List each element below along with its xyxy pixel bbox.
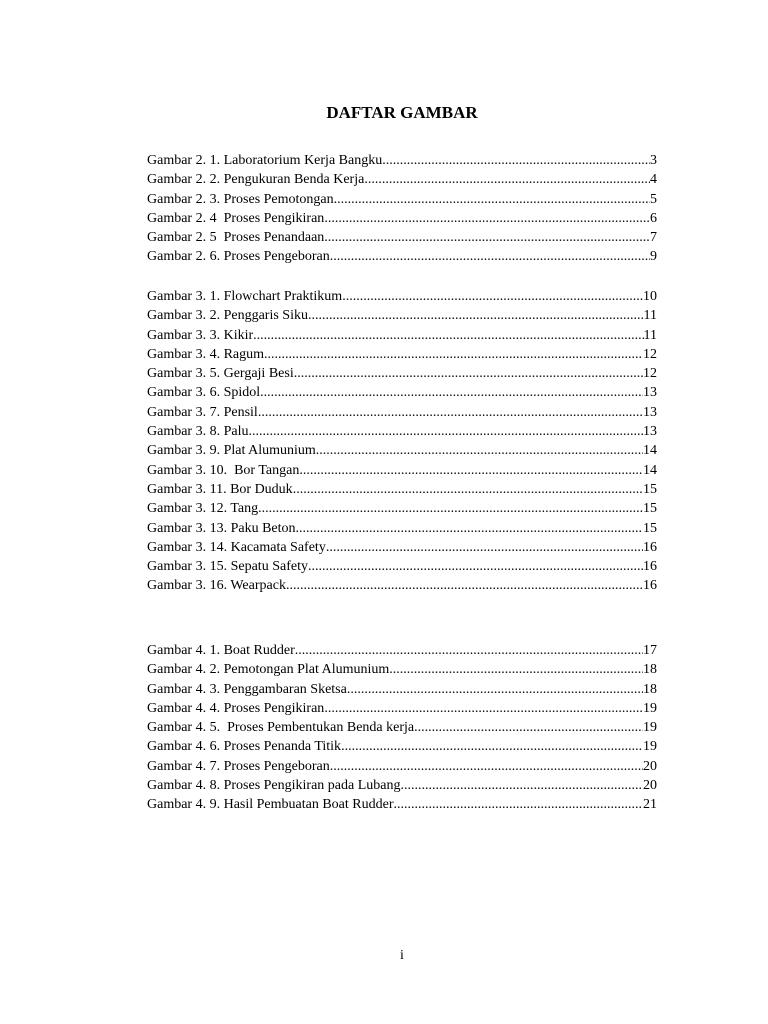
toc-entry-page-number: 13 [643,424,657,440]
toc-dot-leader [389,660,643,679]
toc-dot-leader [324,209,650,228]
toc-entry-page-number: 11 [643,308,657,324]
toc-entry-page-number: 4 [650,172,657,188]
toc-entry-page-number: 15 [643,520,657,536]
toc-dot-leader [324,228,650,247]
toc-entry-page-number: 12 [643,346,657,362]
toc-entry[interactable] [147,151,657,170]
toc-dot-leader [394,795,643,814]
toc-entry-label: Gambar 2. 1. Laboratorium Kerja Bangku [147,153,383,168]
toc-entry[interactable] [147,538,657,557]
toc-entry-label: Gambar 4. 6. Proses Penanda Titik [147,739,342,755]
toc-entry[interactable] [147,228,657,247]
toc-entry[interactable] [147,576,657,595]
toc-dot-leader [299,461,643,480]
toc-entry-label: Gambar 3. 1. Flowchart Praktikum [147,289,343,304]
toc-dot-leader [308,557,643,576]
toc-entry-label: Gambar 4. 4. Proses Pengikiran [147,700,325,716]
toc-dot-leader [248,422,643,441]
toc-entry-page-number: 3 [650,153,657,168]
toc-entry[interactable] [147,641,657,660]
toc-dot-leader [264,345,643,364]
toc-entry[interactable] [147,461,657,480]
toc-entry-page-number: 18 [643,662,657,678]
toc-entry[interactable] [147,699,657,718]
toc-entry-label: Gambar 3. 6. Spidol [147,385,261,401]
toc-dot-leader [341,737,643,756]
toc-entry-label: Gambar 4. 2. Pemotongan Plat Alumunium [147,662,390,678]
toc-entry[interactable] [147,441,657,460]
toc-entry[interactable] [147,345,657,364]
toc-entry[interactable] [147,287,657,306]
toc-entry[interactable] [147,499,657,518]
toc-entry-page-number: 21 [643,797,657,813]
toc-entry-page-number: 10 [643,289,657,304]
toc-entry-page-number: 19 [643,720,657,736]
toc-entry[interactable] [147,718,657,737]
toc-entry[interactable] [147,557,657,576]
toc-entry-label: Gambar 3. 10. Bor Tangan [147,462,300,478]
toc-entry-label: Gambar 3. 8. Palu [147,424,249,440]
toc-dot-leader [330,247,650,266]
toc-dot-leader [342,287,643,306]
toc-entry[interactable] [147,795,657,814]
toc-entry-label: Gambar 3. 13. Paku Beton [147,520,296,536]
toc-dot-leader [294,364,643,383]
toc-entry-page-number: 16 [643,559,657,575]
toc-dot-leader [296,519,643,538]
toc-entry-page-number: 20 [643,758,657,774]
page-title: DAFTAR GAMBAR [326,103,478,122]
toc-dot-leader [324,699,643,718]
toc-dot-leader [260,383,643,402]
toc-dot-leader [382,151,650,170]
toc-entry[interactable] [147,364,657,383]
toc-dot-leader [334,190,650,209]
toc-entry-page-number: 15 [643,501,657,517]
toc-entry-label: Gambar 4. 3. Penggambaran Sketsa [147,681,347,697]
toc-entry[interactable] [147,737,657,756]
toc-entry-label: Gambar 2. 3. Proses Pemotongan [147,191,334,207]
toc-entry[interactable] [147,519,657,538]
toc-entry-label: Gambar 3. 16. Wearpack [147,578,286,594]
toc-dot-leader [414,718,643,737]
toc-group-chapter-2 [147,151,657,267]
toc-entry[interactable] [147,190,657,209]
toc-entry-label: Gambar 3. 14. Kacamata Safety [147,539,326,555]
toc-entry-label: Gambar 3. 4. Ragum [147,346,265,362]
toc-dot-leader [258,403,643,422]
toc-dot-leader [295,641,643,660]
toc-entry[interactable] [147,680,657,699]
toc-entry-label: Gambar 3. 2. Penggaris Siku [147,308,308,324]
toc-entry-label: Gambar 4. 7. Proses Pengeboran [147,758,330,774]
page-number: i [400,948,404,963]
toc-entry-label: Gambar 3. 11. Bor Duduk [147,481,293,497]
toc-entry-page-number: 13 [643,404,657,420]
toc-entry-label: Gambar 2. 5 Proses Penandaan [147,230,325,246]
toc-entry-page-number: 7 [650,230,657,246]
toc-dot-leader [316,441,643,460]
toc-entry-label: Gambar 3. 5. Gergaji Besi [147,366,294,382]
toc-entry[interactable] [147,403,657,422]
toc-entry-page-number: 19 [643,700,657,716]
toc-entry-label: Gambar 2. 6. Proses Pengeboran [147,249,330,265]
toc-entry[interactable] [147,170,657,189]
toc-entry-page-number: 19 [643,739,657,755]
toc-entry-label: Gambar 3. 7. Pensil [147,404,258,420]
toc-entry-page-number: 20 [643,778,657,794]
toc-dot-leader [308,306,644,325]
toc-dot-leader [293,480,643,499]
toc-entry-label: Gambar 4. 8. Proses Pengikiran pada Lubang [147,778,401,794]
toc-entry-page-number: 5 [650,191,657,207]
toc-entry-page-number: 9 [650,249,657,265]
toc-entry-page-number: 12 [643,366,657,382]
toc-entry[interactable] [147,247,657,266]
toc-entry-page-number: 16 [643,539,657,555]
toc-group-chapter-4 [147,641,657,815]
toc-entry-page-number: 16 [643,578,657,594]
toc-entry-label: Gambar 3. 15. Sepatu Safety [147,559,308,575]
toc-entry-label: Gambar 4. 9. Hasil Pembuatan Boat Rudder [147,797,394,813]
toc-entry-label: Gambar 2. 4 Proses Pengikiran [147,210,325,226]
toc-dot-leader [364,170,650,189]
toc-entry-page-number: 11 [643,327,657,343]
toc-entry-page-number: 17 [643,643,657,658]
toc-entry[interactable] [147,776,657,795]
toc-entry[interactable] [147,383,657,402]
toc-entry[interactable] [147,422,657,441]
toc-entry-page-number: 13 [643,385,657,401]
toc-entry-page-number: 18 [643,681,657,697]
toc-entry[interactable] [147,660,657,679]
toc-dot-leader [326,538,643,557]
toc-entry[interactable] [147,209,657,228]
toc-entry[interactable] [147,757,657,776]
toc-entry-page-number: 6 [650,210,657,226]
toc-dot-leader [253,326,643,345]
toc-dot-leader [258,499,643,518]
toc-entry-label: Gambar 4. 1. Boat Rudder [147,643,295,658]
toc-entry[interactable] [147,326,657,345]
toc-entry-label: Gambar 3. 3. Kikir [147,327,254,343]
toc-dot-leader [347,680,643,699]
toc-entry-label: Gambar 3. 12. Tang [147,501,259,517]
toc-entry-label: Gambar 4. 5. Proses Pembentukan Benda kerja [147,720,415,736]
toc-dot-leader [401,776,644,795]
toc-entry[interactable] [147,480,657,499]
toc-dot-leader [330,757,643,776]
toc-entry-label: Gambar 2. 2. Pengukuran Benda Kerja [147,172,365,188]
toc-dot-leader [286,576,643,595]
toc-entry[interactable] [147,306,657,325]
toc-entry-page-number: 14 [643,443,657,459]
toc-group-chapter-3 [147,287,657,596]
toc-entry-page-number: 15 [643,481,657,497]
toc-entry-label: Gambar 3. 9. Plat Alumunium [147,443,316,459]
toc-entry-page-number: 14 [643,462,657,478]
